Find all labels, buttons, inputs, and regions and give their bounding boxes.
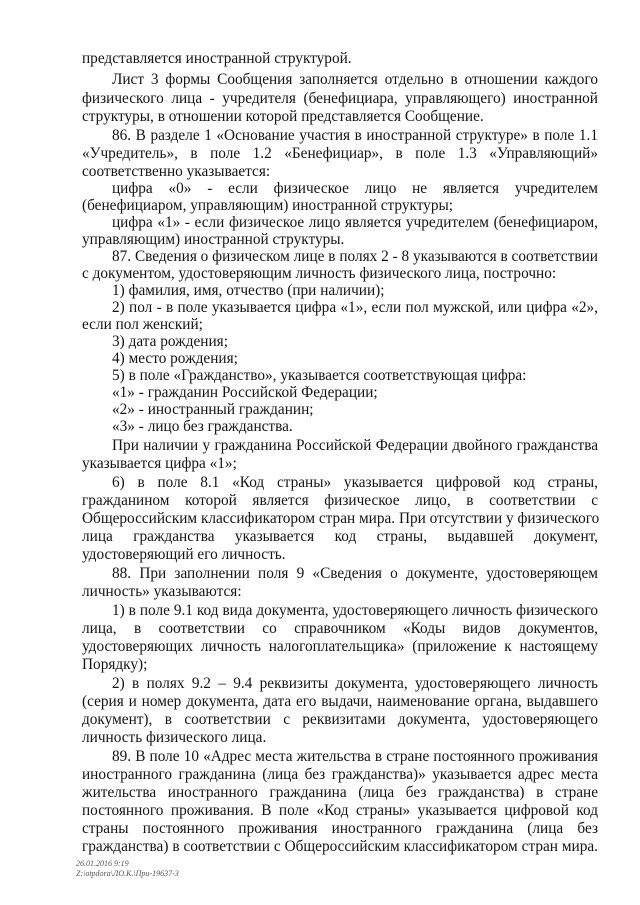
text-line: управляющим) иностранной структуры. [82, 231, 345, 248]
text-line: 6) в поле 8.1 «Код страны» указывается цифровой код страны, [112, 474, 598, 491]
text-line: цифра «0» - если физическое лицо не является учредителем [112, 180, 598, 197]
text-line: Лист 3 формы Сообщения заполняется отдельно в отношении каждого [112, 71, 598, 88]
text-line: 87. Сведения о физическом лице в полях 2 - 8 указываются в соответствии [112, 248, 598, 265]
text-line: если пол женский; [82, 316, 203, 333]
text-line: Общероссийским классификатором стран мира. При отсутствии у физического [82, 510, 600, 527]
text-line: гражданином которой является физическое лицо, в соответствии с [82, 492, 598, 509]
text-line: указывается цифра «1»; [82, 455, 237, 472]
text-line: 86. В разделе 1 «Основание участия в иностранной структуре» в поле 1.1 [112, 127, 598, 144]
text-line: «Учредитель», в поле 1.2 «Бенефициар», в поле 1.3 «Управляющий» [82, 145, 598, 162]
text-line: удостоверяющий его личность. [82, 546, 286, 563]
text-line: личность» указываются: [82, 583, 242, 600]
text-line: удостоверяющих личность налогоплательщика» (приложение к настоящему [82, 638, 598, 655]
text-line: 3) дата рождения; [112, 333, 228, 350]
text-line: постоянного проживания. В поле «Код страны» указывается цифровой код [82, 802, 598, 819]
text-line: 4) место рождения; [112, 350, 238, 367]
text-line: страны постоянного проживания иностранного гражданина (лица без [82, 820, 598, 837]
text-line: «3» - лицо без гражданства. [112, 418, 293, 435]
text-line: Порядку); [82, 656, 148, 673]
text-line: представляется иностранной структурой. [82, 50, 352, 67]
text-line: «1» - гражданин Российской Федерации; [112, 384, 378, 401]
text-line: жительства иностранного гражданина (лица без гражданства) в стране [82, 784, 598, 801]
text-line: При наличии у гражданина Российской Федерации двойного гражданства [112, 437, 598, 454]
footer-date: 26.01.2016 9:19 [76, 859, 129, 868]
text-line: 5) в поле «Гражданство», указывается соответствующая цифра: [112, 367, 527, 384]
text-line: лица, в соответствии со справочником «Коды видов документов, [82, 620, 598, 637]
text-line: 88. При заполнении поля 9 «Сведения о документе, удостоверяющем [112, 565, 598, 582]
text-line: 1) фамилия, имя, отчество (при наличии); [112, 282, 385, 299]
text-line: гражданства) в соответствии с Общероссийским классификатором стран мира. [82, 838, 598, 855]
text-line: личность физического лица. [82, 729, 267, 746]
text-line: 2) в полях 9.2 – 9.4 реквизиты документа, удостоверяющего личность [112, 675, 598, 692]
text-line: (серия и номер документа, дата его выдачи, наименование органа, выдавшего [82, 693, 598, 710]
text-line: цифра «1» - если физическое лицо является учредителем (бенефициаром, [112, 214, 598, 231]
text-line: с документом, удостоверяющим личность физического лица, построчно: [82, 265, 557, 282]
text-line: (бенефициаром, управляющим) иностранной структуры; [82, 197, 454, 214]
text-line: 1) в поле 9.1 код вида документа, удостоверяющего личность физического [112, 602, 598, 619]
text-line: иностранного гражданина (лица без гражданства)» указывается адрес места [82, 766, 598, 783]
text-line: физического лица - учредителя (бенефициара, управляющего) иностранной [82, 90, 598, 107]
text-line: 2) пол - в поле указывается цифра «1», если пол мужской, или цифра «2», [112, 299, 598, 316]
text-line: лица гражданства указывается код страны, выдавшей документ, [82, 528, 598, 545]
text-line: соответственно указывается: [82, 163, 271, 180]
text-line: 89. В поле 10 «Адрес места жительства в стране постоянного проживания [112, 748, 598, 765]
footer-file-path: Z:\otpdora\ЛО.К.\При-19637-3 [76, 869, 179, 878]
text-line: «2» - иностранный гражданин; [112, 401, 314, 418]
text-line: структуры, в отношении которой представляется Сообщение. [82, 108, 484, 125]
text-line: документ), в соответствии с реквизитами документа, удостоверяющего [82, 711, 598, 728]
